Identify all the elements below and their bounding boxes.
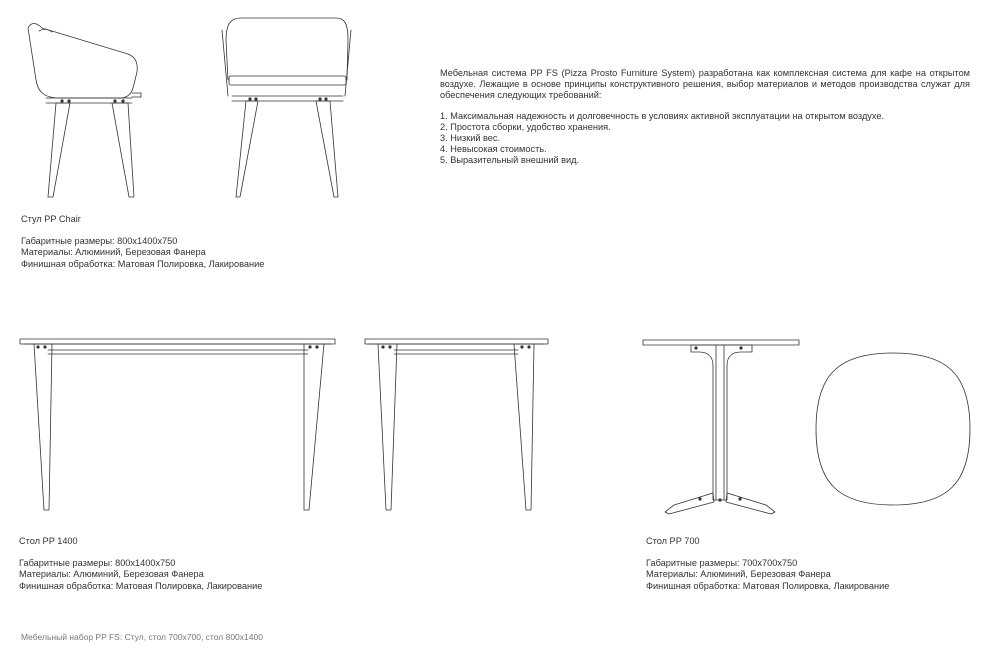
chair-materials: Материалы: Алюминий, Березовая Фанера (21, 247, 206, 258)
table-700-side-view (643, 340, 799, 514)
footer-caption: Мебельный набор PP FS: Стул, стол 700x700, стол 800x1400 (21, 632, 263, 642)
chair-side-view (28, 24, 141, 198)
requirement-item: 4. Невысокая стоимость. (440, 144, 547, 154)
table-1400-finish: Финишная обработка: Матовая Полировка, Лакирование (19, 580, 263, 591)
chair-spec (21, 214, 264, 270)
requirement-item: 1. Максимальная надежность и долговечность в условиях активной эксплуатации на открытом воздухе. (440, 111, 885, 121)
chair-dimensions: Габаритные размеры: 800x1400x750 (21, 236, 178, 247)
table-700-dimensions: Габаритные размеры: 700x700x750 (646, 558, 798, 569)
table-1400-long-view (20, 339, 335, 510)
requirement-item: 3. Низкий вес. (440, 133, 501, 143)
table-1400-name: Стол PP 1400 (19, 536, 78, 546)
chair-front-view (222, 18, 351, 197)
chair-name: Стул PP Chair (21, 214, 81, 224)
requirement-item: 2. Простота сборки, удобство хранения. (440, 122, 611, 132)
table-1400-spec (19, 536, 262, 592)
chair-finish: Финишная обработка: Матовая Полировка, Лакирование (21, 258, 265, 269)
table-700-finish: Финишная обработка: Матовая Полировка, Лакирование (646, 580, 890, 591)
table-700-top-view (816, 353, 970, 505)
requirement-item: 5. Выразительный внешний вид. (440, 155, 580, 165)
table-700-name: Стол PP 700 (646, 536, 700, 546)
table-1400-dimensions: Габаритные размеры: 800x1400x750 (19, 558, 176, 569)
table-700-spec (646, 536, 889, 592)
table-1400-short-view (365, 339, 548, 510)
intro-paragraph: Мебельная система PP FS (Pizza Prosto Furniture System) разработана как комплексная система для кафе на открытом воздухе. Лежащие в основе принципы конструктивного решения, выбор материалов и методов производства служат для обеспечения следующих требований: (440, 68, 970, 100)
table-700-materials: Материалы: Алюминий, Березовая Фанера (646, 569, 831, 580)
intro-text (440, 68, 970, 166)
table-1400-materials: Материалы: Алюминий, Березовая Фанера (19, 569, 204, 580)
requirements-list (440, 111, 970, 166)
